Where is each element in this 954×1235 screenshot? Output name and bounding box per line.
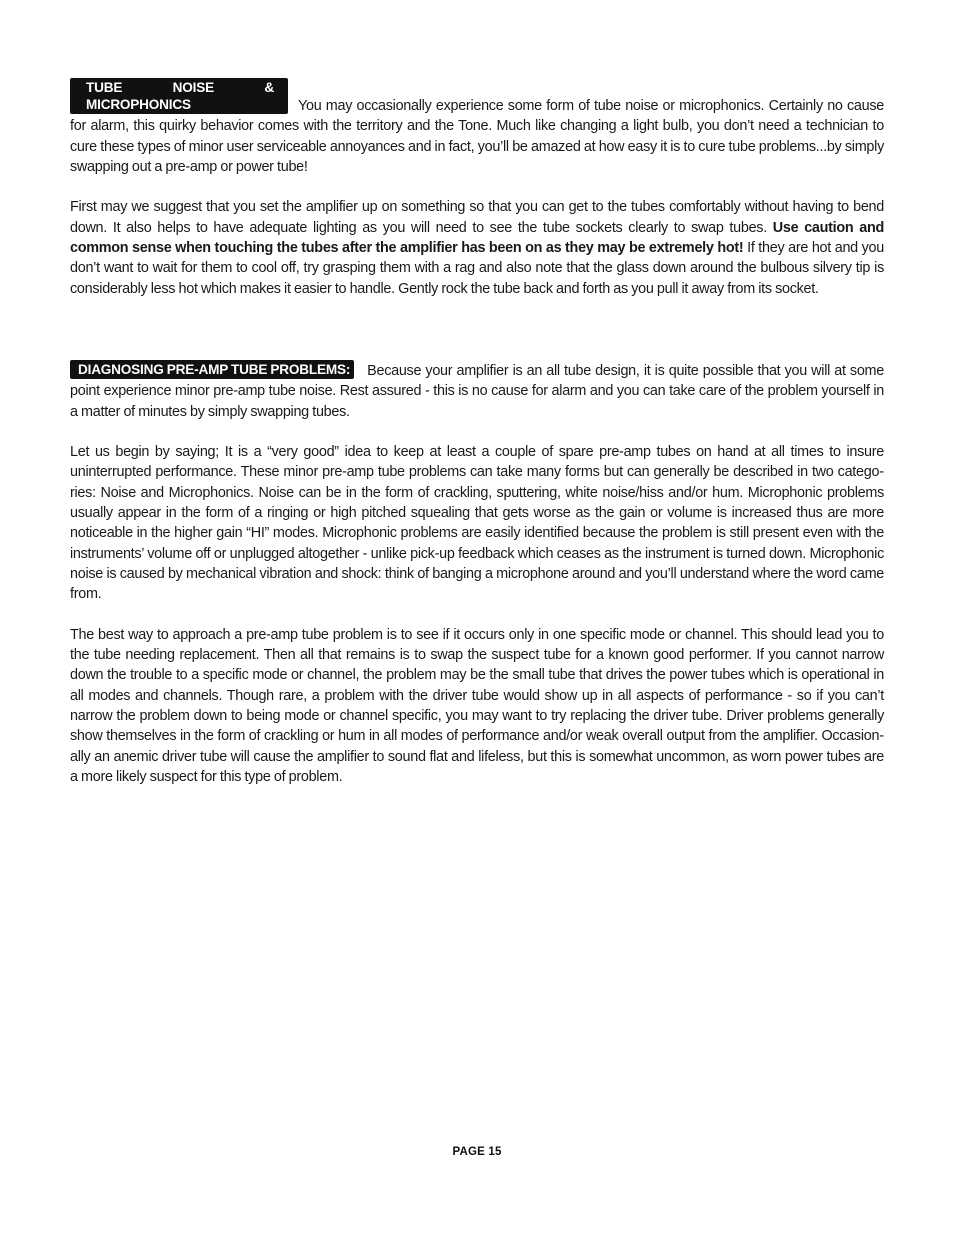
tube-handling-paragraph xyxy=(70,197,884,298)
tube-handling-text-end: If they are hot and you don’t want to wait for them to cool off, try grasping them with a rag and also note that the glass down around the bulbous silvery tip is considerably less hot which makes it easier to handle. Gently rock the tube back and forth as you pull it away from its socket. xyxy=(70,240,884,297)
tube-handling-caution: Use caution and common sense when touching the tubes after the amplifier has been on as they may be extremely hot! xyxy=(70,219,884,257)
preamp-problems-heading: DIAGNOSING PRE-AMP TUBE PROBLEMS: xyxy=(70,360,354,379)
tube-handling-text-start: First may we suggest that you set the amplifier up on something so that you can get to the tubes comfortably without having to bend down. It also helps to have adequate lighting as you will need to see the tube sockets clearly to swap tubes. xyxy=(70,199,884,236)
preamp-intro-paragraph xyxy=(70,360,884,422)
approach-paragraph: The best way to approach a pre-amp tube problem is to see if it occurs only in one specific mode or channel. This should lead you to the tube needing replacement. Then all that remains is to swap the suspect tube for a known good performer. If you cannot narrow down the trouble to a specific mode or channel, the problem may be the small tube that drives the power tubes which is operational in all modes and channels. Though rare, a problem with the driver tube would show up in all aspects of performance - so if you can’t narrow the problem down to being mode or channel specific, you may want to try replacing the driver tube. Driver problems generally show themselves in the form of crackling or hum in all modes of performance and/or weak overall output from the amplifier. Occasionally an anemic driver tube will cause the amplifier to sound flat and lifeless, but this is somewhat uncommon, as worn power tubes are a more likely suspect for this type of problem. xyxy=(70,626,884,785)
tube-noise-intro-paragraph xyxy=(70,78,884,177)
tube-noise-heading: TUBE NOISE & MICROPHONICS xyxy=(70,78,288,114)
preamp-intro-text: Because your amplifier is an all tube design, it is quite possible that you will at some point experience minor pre-amp tube noise. Rest assured - this is no cause for alarm and you can take care of the problem yourself in a matter of minutes by simply swapping tubes. xyxy=(70,362,884,420)
page-content xyxy=(70,78,884,787)
page-number: PAGE 15 xyxy=(452,1146,502,1158)
spare-tubes-paragraph: Let us begin by saying; It is a “very good” idea to keep at least a couple of spare pre-amp tubes on hand at all times to insure uninterrupted performance. These minor pre-amp tube problems can take many forms but can generally be described in two categories: Noise and Microphonics. Noise can be in the form of crackling, sputtering, white noise/hiss and/or hum. Microphonic problems usually appear in the form of a ringing or high pitched squealing that gets worse as the gain or volume is increased thus are more noticeable in the higher gain “HI” modes. Microphonic problems are easily identified because the problem is still present even with the instruments’ volume off or unplugged altogether - unlike pick-up feedback which ceases as the instrument is turned down. Microphonic noise is caused by mechanical vibration and shock: think of banging a microphone around and you’ll understand where the word came from. xyxy=(70,444,884,603)
tube-noise-intro-text: You may occasionally experience some form of tube noise or microphonics. Certainly no cause for alarm, this quirky behavior comes with the territory and the Tone. Much like changing a light bulb, you don’t need a technician to cure these types of minor user serviceable annoyances and in fact, you’ll be amazed at how easy it is to cure tube problems...by simply swapping out a pre-amp or power tube! xyxy=(70,98,884,175)
